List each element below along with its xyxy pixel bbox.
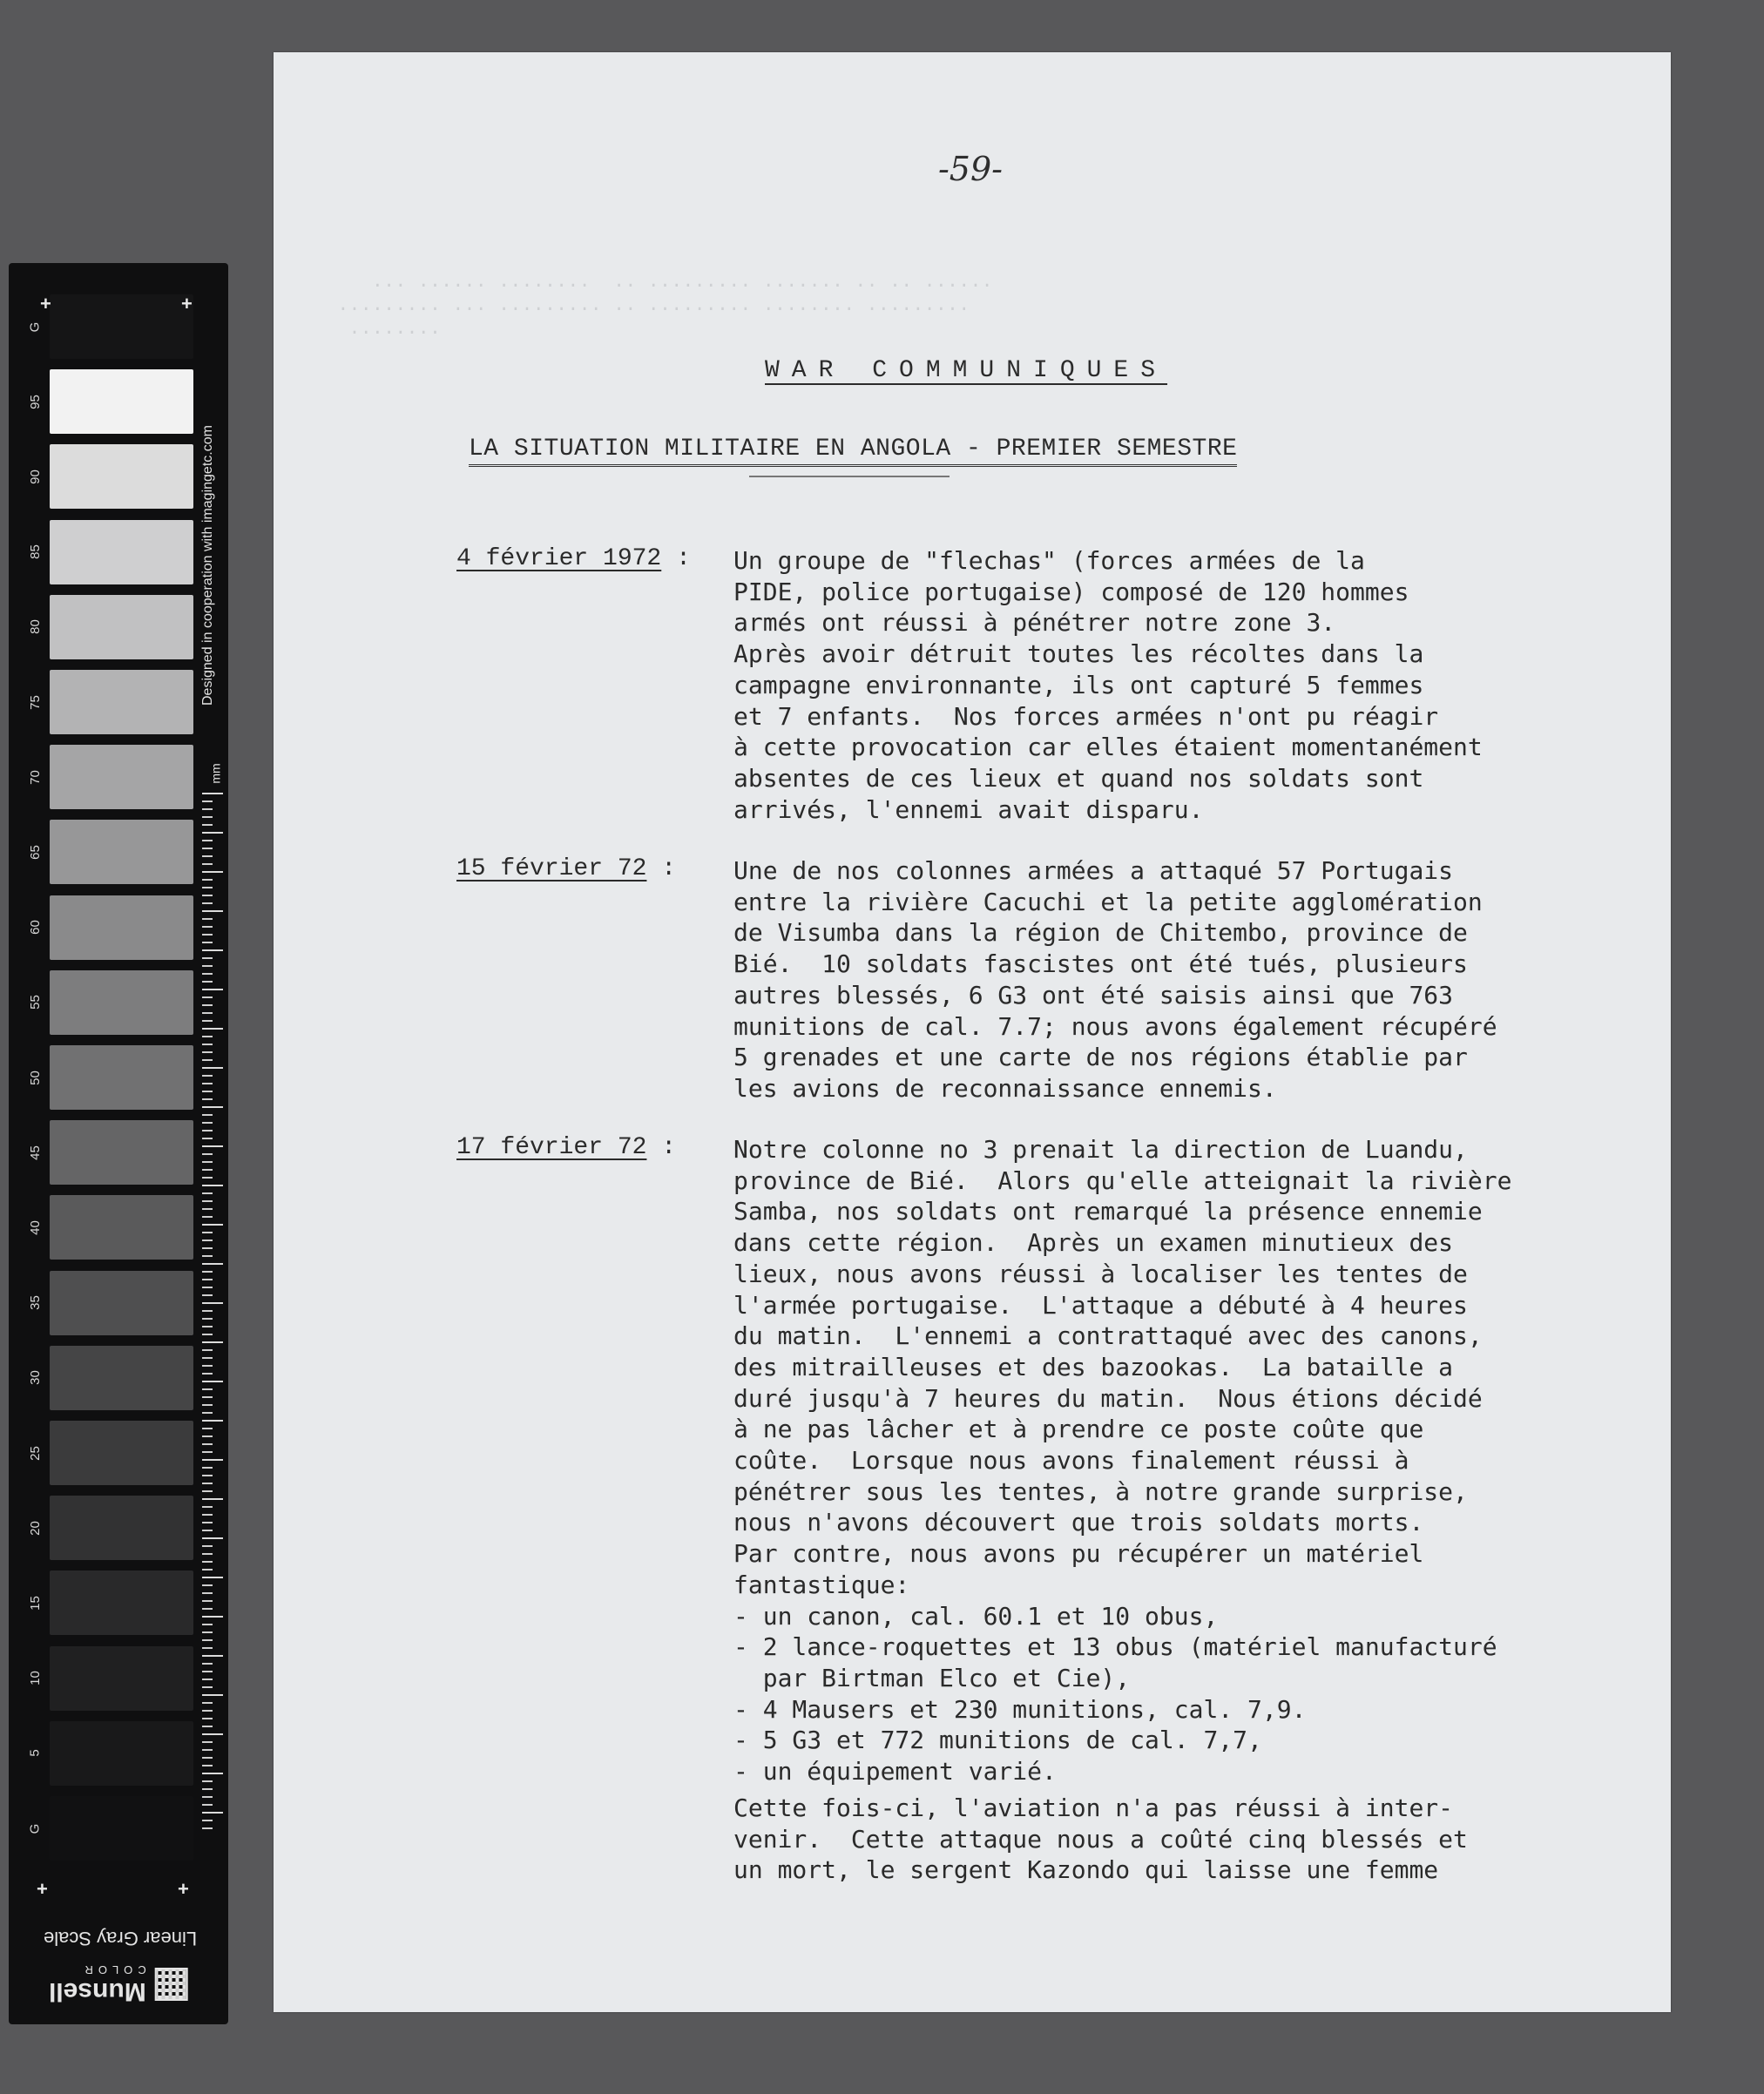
gray-scale-card xyxy=(9,263,228,2024)
registration-mark: + xyxy=(40,293,51,314)
gray-patch-label: 85 xyxy=(27,544,43,559)
gray-patch-label: 5 xyxy=(27,1749,43,1757)
entry-body: Notre colonne no 3 prenait la direction de Luandu, province de Bié. Alors qu'elle atteignait la rivière Samba, nos soldats ont remarqué la présence ennemie dans cette région. Après un examen minutieux des lieux, nous avons réussi à localiser les tentes de l'armée portugaise. L'attaque a débuté à 4 heures du matin. L'ennemi a contrattaqué avec des canons, des mitrailleuses et des bazookas. La bataille a duré jusqu'à 7 heures du matin. Nous étions décidé à ne pas lâcher et à prendre ce poste coûte que coûte. Lorsque nous avons finalement réussi à pénétrer sous les tentes, à notre grande surprise, nous n'avons découvert que trois soldats morts. Par contre, nous avons pu récupérer un matériel fantastique: - un canon, cal. 60.1 et 10 obus, - 2 lance-roquettes et 13 obus (matériel manufacturé par Birtman Elco et Cie), - 4 Mausers et 230 munitions, cal. 7,9. - 5 G3 et 772 munitions de cal. 7,7, - un équipement varié. xyxy=(733,1135,1512,1787)
gray-patch-label: 20 xyxy=(27,1520,43,1536)
gray-patch xyxy=(50,745,193,809)
gray-patch-label: 40 xyxy=(27,1220,43,1235)
gray-patch-label: 90 xyxy=(27,469,43,484)
gray-patch xyxy=(50,1346,193,1410)
bleed-through-text: ... ...... ........ .. ......... ....... .. .. ...... ......... ... ......... .. ......... ........ ......... ........ xyxy=(337,271,993,340)
gray-patch-label: 50 xyxy=(27,1070,43,1085)
gray-patch xyxy=(50,294,193,359)
gray-patch-label: 75 xyxy=(27,694,43,710)
entry-separator: : xyxy=(661,855,677,882)
gray-patch-label: 95 xyxy=(27,394,43,409)
page-subtitle: LA SITUATION MILITAIRE EN ANGOLA - PREMIER SEMESTRE xyxy=(469,436,1237,467)
gray-patch-label: 55 xyxy=(27,995,43,1010)
gray-patch xyxy=(50,820,193,884)
document-page xyxy=(274,52,1671,2012)
gray-patch-label: 60 xyxy=(27,920,43,935)
gray-patch xyxy=(50,1120,193,1185)
page-number: -59- xyxy=(937,150,1004,188)
entry-date-text: 4 février 1972 xyxy=(456,545,662,572)
registration-mark: + xyxy=(178,1878,189,1900)
scale-credit: Designed in cooperation with imagingetc.com xyxy=(200,425,215,706)
page-title: WAR COMMUNIQUES xyxy=(765,357,1168,384)
underline-mark xyxy=(749,476,950,477)
gray-patch xyxy=(50,1045,193,1110)
gray-patch-label: G xyxy=(27,321,43,332)
entry-date-text: 15 février 72 xyxy=(456,855,647,882)
entry-date xyxy=(456,1134,718,1161)
gray-patch-label: 70 xyxy=(27,769,43,785)
gray-patch-label: 30 xyxy=(27,1370,43,1386)
gray-patch xyxy=(50,444,193,509)
gray-patch xyxy=(50,895,193,960)
munsell-grid-icon xyxy=(155,1969,188,2002)
scale-title: Linear Gray Scale xyxy=(44,1928,198,1949)
gray-patch-label: G xyxy=(27,1823,43,1834)
entry-body: Un groupe de "flechas" (forces armées de la PIDE, police portugaise) composé de 120 hommes armés ont réussi à pénétrer notre zone 3. Après avoir détruit toutes les récoltes dans la campagne environnante, ils ont capturé 5 femmes et 7 enfants. Nos forces armées n'ont pu réagir à cette provocation car elles étaient momentanément absentes de ces lieux et quand nos soldats sont arrivés, l'ennemi avait disparu. xyxy=(733,546,1483,824)
entry-separator: : xyxy=(661,1134,677,1161)
gray-patch xyxy=(50,1271,193,1335)
mm-ruler-major-ticks xyxy=(202,793,223,1829)
entry-body-continued: Cette fois-ci, l'aviation n'a pas réussi à inter- venir. Cette attaque nous a coûté cinq blessés et un mort, le sergent Kazondo qui laisse une femme xyxy=(733,1793,1468,1885)
gray-patch xyxy=(50,1421,193,1485)
entry-date xyxy=(456,855,718,882)
gray-patch xyxy=(50,1496,193,1560)
gray-patch xyxy=(50,1721,193,1786)
registration-mark: + xyxy=(37,1878,48,1900)
gray-patch xyxy=(50,1646,193,1711)
ruler-unit: mm xyxy=(208,763,223,784)
brand-logo xyxy=(49,1963,188,2006)
gray-patch-label: 35 xyxy=(27,1295,43,1310)
entry-body: Une de nos colonnes armées a attaqué 57 Portugais entre la rivière Cacuchi et la petite agglomération de Visumba dans la région de Chitembo, province de Bié. 10 soldats fascistes ont été tués, plusieurs autres blessés, 6 G3 ont été saisis ainsi que 763 munitions de cal. 7.7; nous avons également récupéré 5 grenades et une carte de nos régions établie par les avions de reconnaissance ennemis. xyxy=(733,856,1497,1103)
brand-sub: COLOR xyxy=(79,1963,146,1976)
gray-patch xyxy=(50,595,193,659)
entry-date-text: 17 février 72 xyxy=(456,1134,647,1161)
gray-patch xyxy=(50,970,193,1035)
gray-patch xyxy=(50,1796,193,1861)
registration-mark: + xyxy=(181,293,193,314)
gray-patch xyxy=(50,1570,193,1635)
gray-patch-label: 25 xyxy=(27,1445,43,1461)
gray-patch-label: 80 xyxy=(27,619,43,635)
gray-patch-label: 45 xyxy=(27,1145,43,1160)
gray-patch xyxy=(50,520,193,584)
gray-patch-label: 65 xyxy=(27,845,43,860)
entry-date xyxy=(456,545,718,572)
entry-separator: : xyxy=(676,545,691,572)
gray-patch xyxy=(50,670,193,734)
gray-patch-label: 10 xyxy=(27,1671,43,1685)
gray-patch xyxy=(50,1195,193,1260)
gray-patch-label: 15 xyxy=(27,1596,43,1611)
brand-name: Munsell xyxy=(49,1977,146,2006)
gray-patch xyxy=(50,369,193,434)
